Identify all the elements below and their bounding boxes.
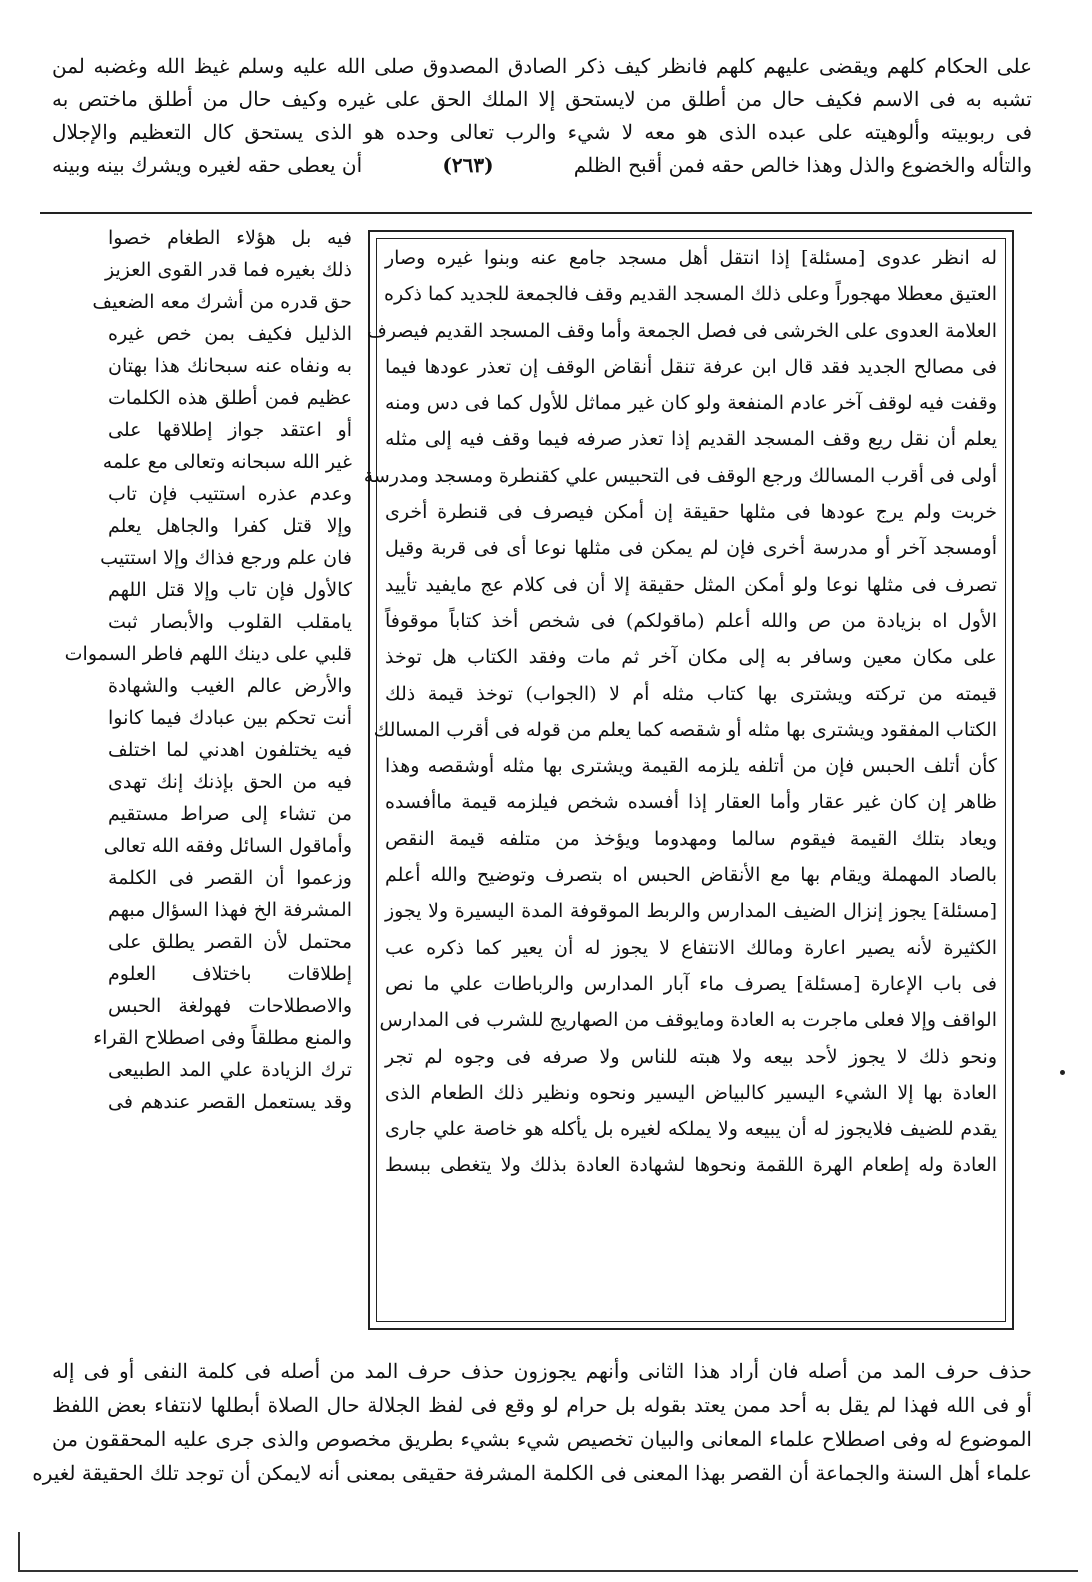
top-paragraph [52, 50, 1032, 182]
framed-line: الأول اه بزيادة من ص والله أعلم (ماقولكم) فى شخص أخذ كتاباً موقوفاً [385, 609, 997, 632]
framed-line: خربت ولم يرج عودها فى مثلها حقيقة إن أمكن فيصرف فى قنطرة أخرى [385, 501, 997, 524]
bottom-paragraph [32, 1354, 1032, 1490]
margin-line: فيه بل هؤلاء الطغام خصوا [108, 227, 352, 249]
margin-line: ترك الزيادة علي المد الطبيعى [108, 1059, 352, 1081]
margin-column [64, 222, 352, 1118]
margin-line: قلبي على دينك اللهم فاطر السموات [64, 643, 352, 665]
framed-line: ونحو ذلك لا يجوز لأحد بيعه ولا هبته للناس ولا صرفه فى وجوه لم تجر [385, 1045, 997, 1068]
margin-line: وعدم عذره استتيب فإن تاب [108, 483, 352, 505]
framed-line: يقدم للضيف فلايجوز له أن يبيعه ولا يملكه لغيره بل يأكله هو خاصة علي جارى [385, 1118, 997, 1141]
margin-line: الذليل فكيف بمن خص غيره [108, 323, 352, 345]
margin-line: حق قدره من أشرك معه الضعيف [92, 291, 352, 313]
top-line: على الحكام كلهم ويقضى عليهم كلهم فانظر كيف ذكر الصادق المصدوق صلى الله عليه وسلم غيظ الله وغضبه لمن [52, 54, 1032, 78]
bottom-line: علماء أهل السنة والجماعة أن القصر بهذا المعنى فى الكلمة المشرفة حقيقى بمعنى أنه لايمكن أن توجد تلك الحقيقة لغيره [32, 1461, 1032, 1485]
header-rule [40, 212, 1032, 214]
margin-line: وأماقول السائل وفقه الله تعالى [103, 835, 352, 857]
bottom-line: الموضوع له وفى اصطلاح علماء المعانى والبيان تخصيص شيء بشيء بطريق مخصوص والذى جرى عليه المحققون من [52, 1427, 1032, 1451]
margin-line: وزعموا أن القصر فى الكلمة [108, 867, 352, 889]
margin-line: فيه من الحق بإذنك إنك تهدى [108, 771, 352, 793]
framed-line: الواقف وإلا فعلى ماجرت به العادة ومايوقف من الصهاريج للشرب فى المدارس [379, 1009, 997, 1032]
margin-line: إطلاقات باختلاف العلوم [108, 963, 352, 985]
bottom-line: أو فى الله فهذا لم يقل به أحد ممن يعتد بقوله بل حرام لو وقع فى لفظ الجلالة حال الصلاة أبطلها لانتفاء بعض اللفظ [52, 1393, 1032, 1417]
margin-line: فيه يختلفون اهدني لما اختلف [108, 739, 352, 761]
top-line: فى ربوبيته وألوهيته على عبده الذى هو معه لا شيء والرب تعالى وحده هو الذى يستحق كال التعظيم والإجلال [52, 120, 1032, 144]
margin-line: أو اعتقد جواز إطلاقها على [108, 419, 352, 441]
framed-line: فى مصالح الجديد فقد قال ابن عرفة تنقل أنقاض الوقف إن تعذر عودها فيما [385, 355, 997, 378]
margin-line: عظيم فمن أطلق هذه الكلمات [108, 387, 352, 409]
scan-speck [1060, 1070, 1065, 1075]
framed-line: كأن أتلف الحبس فإن من أتلفه يلزمه القيمة ويشترى بها مثله أوشقصه وهذا [385, 755, 997, 778]
framed-line: أومسجد آخر أو مدرسة أخرى فإن لم يمكن فى مثلها نوعا أى فى قربة وقيل [385, 537, 997, 560]
top-last-right: والتأله والخضوع والذل وهذا خالص حقه فمن أقبح الظلم [573, 153, 1032, 177]
margin-line: كالأول فإن تاب وإلا قتل اللهم [108, 579, 352, 601]
margin-line: من تشاء إلى صراط مستقيم [108, 803, 352, 825]
framed-line: أولى فى أقرب المسالك ورجع الوقف فى التحبيس علي كقنطرة ومسجد ومدرسة [363, 464, 997, 487]
framed-line: بالصاد المهملة ويقام بها مع الأنقاض الحبس اه بتصرف وتوضيح والله أعلم [385, 864, 997, 887]
framed-line: ظاهر إن كان غير عقار وأما العقار إذا أفسده شخص فيلزمه قيمة ماأفسده [385, 791, 997, 814]
framed-line: العادة بها إلا الشيء اليسير كالبياض اليسير ونحوه ونظير ذلك الطعام الذى [385, 1081, 997, 1104]
framed-line: فى باب الإعارة [مسئلة] يصرف ماء آبار المدارس والرباطات علي ما نص [385, 972, 997, 995]
margin-line: به ونفاه عنه سبحانك هذا بهتان [108, 355, 352, 377]
margin-line: غير الله سبحانه وتعالى مع علمه [102, 451, 352, 473]
top-last-left: أن يعطى حقه لغيره ويشرك بينه وبينه [52, 153, 363, 177]
framed-box-text [363, 240, 997, 1184]
framed-line: يعلم أن نقل ريع وقف المسجد القديم إذا تعذر صرفه فيما وقف فيه إلى مثله [385, 428, 997, 451]
margin-line: ذلك بغيره فما قدر القوى العزيز [104, 259, 352, 281]
margin-line: والمنع مطلقاً وفى اصطلاح القراء [93, 1027, 352, 1049]
scan-edge-vertical [18, 1532, 20, 1572]
bottom-line: حذف حرف المد من أصله فان أراد هذا الثانى وأنهم يجوزون حذف حرف المد من أصله فى كلمة النفى أو فى إله [52, 1359, 1032, 1383]
margin-line: فان علم ورجع فذاك وإلا استتيب [100, 547, 352, 569]
margin-line: يامقلب القلوب والأبصار ثبت [108, 611, 352, 633]
margin-line: وإلا قتل كفرا والجاهل يعلم [108, 515, 352, 537]
top-line: تشبه به فى الاسم فكيف حال من أطلق من لايستحق إلا الملك الحق على غيره وكيف حال من أطلق ماختص به [52, 87, 1032, 111]
scan-edge-horizontal [18, 1570, 1078, 1572]
margin-line: والاصطلاحات فهولغة الحبس [108, 995, 352, 1017]
framed-line: ويعاد بتلك القيمة فيقوم سالما ومهدوما ويؤخذ من متلفه قيمة النقص [385, 827, 997, 850]
margin-line: أنت تحكم بين عبادك فيما كانوا [108, 707, 352, 729]
framed-line: [مسئلة] يجوز إنزال الضيف المدارس والربط الموقوفة المدة اليسيرة ولا يجوز [385, 900, 997, 923]
framed-line: تصرف فى مثلها نوعا ولو أمكن المثل حقيقة إلا أن فى كلام عج مايفيد تأييد [385, 573, 997, 596]
framed-line: على مكان معين وسافر به إلى مكان آخر ثم مات وفقد الكتاب هل توخذ [385, 646, 997, 669]
top-last-line [52, 149, 1032, 182]
page-number: (٢٦٣) [442, 153, 494, 177]
margin-line: وقد يستعمل القصر عندهم فى [108, 1091, 352, 1113]
framed-line: العلامة العدوى على الخرشى فى فصل الجمعة وأما وقف المسجد القديم فيصرف [367, 319, 997, 342]
framed-line: العادة وله إطعام الهرة اللقمة ونحوها لشهادة العادة بذلك ولا يتغطى ببسط [385, 1154, 997, 1177]
framed-line: قيمته من تركته ويشترى بها كتاب مثله أم لا (الجواب) توخذ قيمة ذلك [385, 682, 997, 705]
margin-line: والأرض عالم الغيب والشهادة [108, 675, 352, 697]
framed-line: الكثيرة لأنه يصير اعارة ومالك الانتفاع لا يجوز له أن يعير كما ذكره عب [385, 936, 997, 959]
margin-line: محتمل لأن القصر يطلق على [108, 931, 352, 953]
framed-line: الكتاب المفقود ويشترى بها مثله أو شقصه كما يعلم من قوله فى أقرب المسالك [373, 718, 997, 741]
framed-line: العتيق معطلا مهجوراً وعلى ذلك المسجد القديم وقف فالجمعة للجديد كما ذكره [384, 283, 997, 306]
framed-line: وقفت فيه لوقف آخر عادم المنفعة ولو كان غير مماثل للأول كما فى دس ومنه [385, 392, 997, 415]
framed-line: له انظر عدوى [مسئلة] إذا انتقل أهل مسجد جامع عنه وبنوا غيره وصار [385, 247, 997, 269]
margin-line: المشرفة الخ فهذا السؤال مبهم [108, 899, 352, 921]
